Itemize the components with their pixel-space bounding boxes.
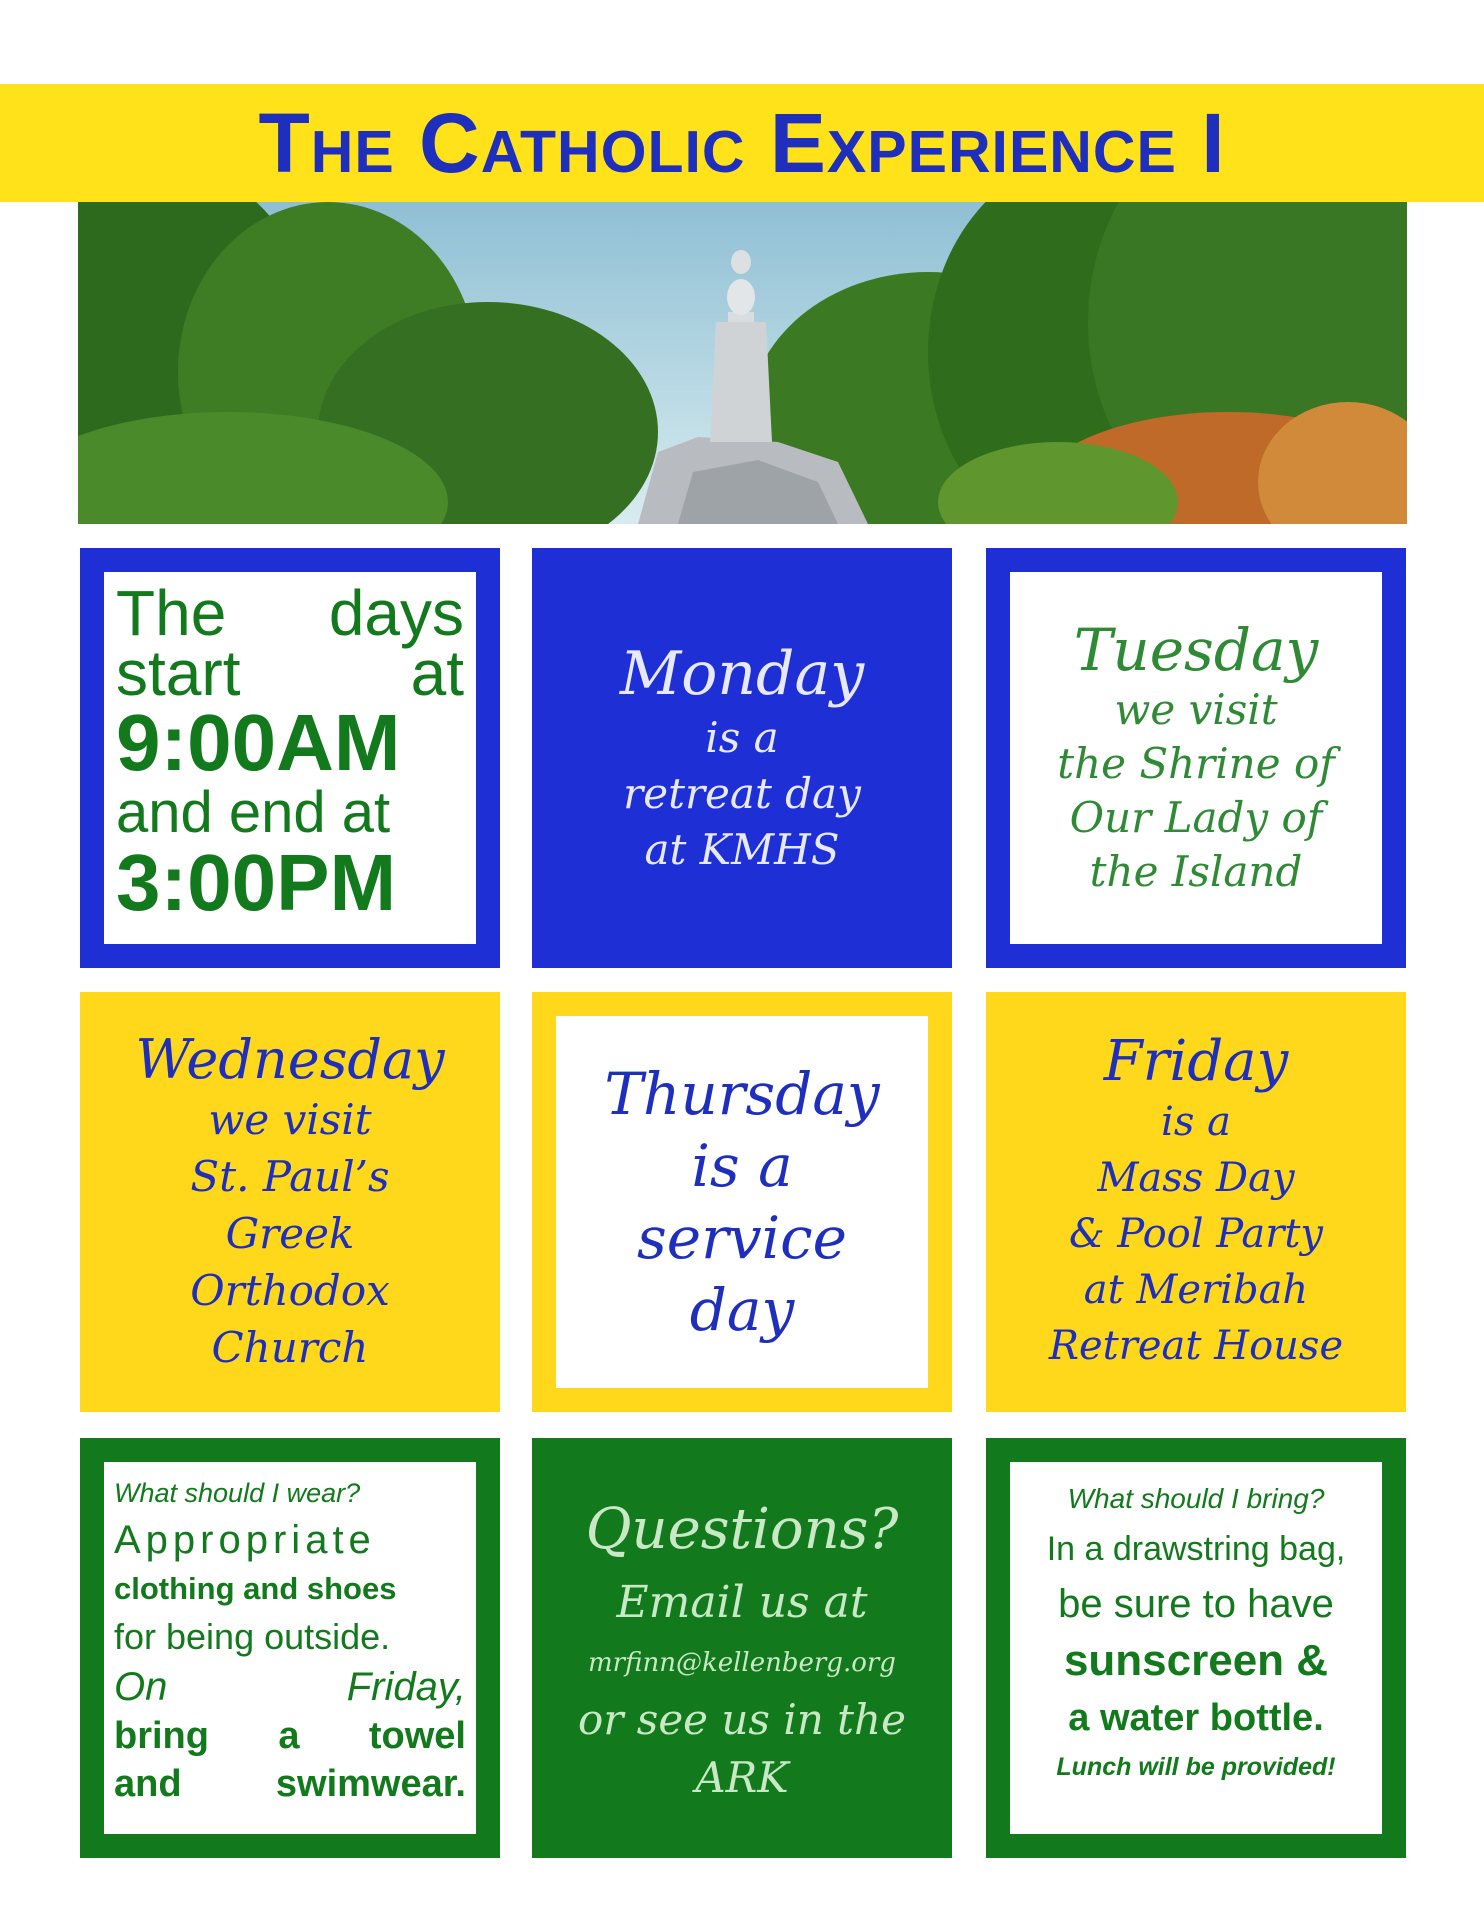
friday-line5: Retreat House bbox=[1048, 1323, 1344, 1369]
wednesday-line4: Orthodox bbox=[190, 1265, 390, 1315]
monday-card bbox=[532, 548, 952, 968]
monday-line2: retreat day bbox=[623, 769, 861, 818]
tuesday-day: Tuesday bbox=[1073, 616, 1319, 684]
bring-line1: In a drawstring bag, bbox=[1046, 1530, 1346, 1568]
friday-line3: & Pool Party bbox=[1068, 1211, 1324, 1257]
tuesday-line1: we visit bbox=[1114, 685, 1278, 734]
bring-line5: Lunch will be provided! bbox=[1056, 1753, 1336, 1781]
tuesday-card-inner bbox=[1010, 572, 1382, 944]
tuesday-card bbox=[986, 548, 1406, 968]
wear-line1: Appropriate bbox=[114, 1518, 376, 1562]
wednesday-line2: St. Paul’s bbox=[190, 1151, 390, 1201]
times-card-inner bbox=[104, 572, 476, 944]
monday-day: Monday bbox=[619, 639, 865, 709]
times-line1: The days bbox=[116, 577, 464, 649]
bring-line4: a water bottle. bbox=[1068, 1697, 1324, 1739]
wear-line2: clothing and shoes bbox=[114, 1571, 397, 1606]
bring-line2: be sure to have bbox=[1058, 1582, 1334, 1626]
thursday-day: Thursday bbox=[604, 1060, 880, 1128]
end-time: 3:00PM bbox=[116, 838, 397, 927]
friday-line2: Mass Day bbox=[1097, 1155, 1295, 1201]
bring-card-inner bbox=[1010, 1462, 1382, 1834]
times-card bbox=[80, 548, 500, 968]
thursday-card bbox=[532, 992, 952, 1412]
wear-line6: and swimwear. bbox=[114, 1763, 466, 1805]
wear-card-inner bbox=[104, 1462, 476, 1834]
bring-line3: sunscreen & bbox=[1063, 1636, 1329, 1685]
wednesday-line5: Church bbox=[211, 1322, 369, 1372]
start-time: 9:00AM bbox=[116, 698, 401, 787]
thursday-line1: is a bbox=[691, 1132, 793, 1200]
questions-card bbox=[532, 1438, 952, 1858]
wednesday-card bbox=[80, 992, 500, 1412]
times-line2: start at bbox=[116, 637, 464, 709]
thursday-line2: service bbox=[637, 1204, 847, 1272]
wear-line3: for being outside. bbox=[114, 1616, 391, 1657]
hero-photo bbox=[78, 202, 1407, 524]
bring-card bbox=[986, 1438, 1406, 1858]
tuesday-line4: the Island bbox=[1089, 847, 1303, 896]
monday-line3: at KMHS bbox=[644, 825, 840, 874]
thursday-line3: day bbox=[689, 1276, 795, 1344]
friday-card bbox=[986, 992, 1406, 1412]
questions-line2: or see us in the bbox=[578, 1695, 906, 1744]
questions-line1: Email us at bbox=[616, 1577, 868, 1628]
questions-email: mrfinn@kellenberg.org bbox=[588, 1648, 896, 1678]
wear-question: What should I wear? bbox=[114, 1478, 361, 1508]
wednesday-day: Wednesday bbox=[135, 1027, 445, 1091]
wednesday-line1: we visit bbox=[208, 1094, 372, 1144]
monday-line1: is a bbox=[705, 713, 779, 762]
friday-day: Friday bbox=[1103, 1029, 1289, 1094]
page-title: The Catholic Experience I bbox=[258, 96, 1226, 190]
bring-question: What should I bring? bbox=[1067, 1483, 1325, 1514]
questions-title: Questions? bbox=[585, 1497, 899, 1562]
wear-line4: On Friday, bbox=[114, 1665, 466, 1709]
statue-photo-illustration bbox=[78, 202, 1407, 524]
wear-card bbox=[80, 1438, 500, 1858]
thursday-card-inner bbox=[556, 1016, 928, 1388]
times-line3: and end at bbox=[116, 780, 391, 845]
tuesday-line3: Our Lady of bbox=[1069, 793, 1323, 842]
friday-line1: is a bbox=[1161, 1099, 1231, 1145]
questions-line3: ARK bbox=[695, 1753, 789, 1802]
wear-line5: bring a towel bbox=[114, 1715, 466, 1757]
friday-line4: at Meribah bbox=[1083, 1267, 1309, 1313]
wednesday-line3: Greek bbox=[225, 1208, 355, 1258]
tuesday-line2: the Shrine of bbox=[1057, 739, 1335, 788]
